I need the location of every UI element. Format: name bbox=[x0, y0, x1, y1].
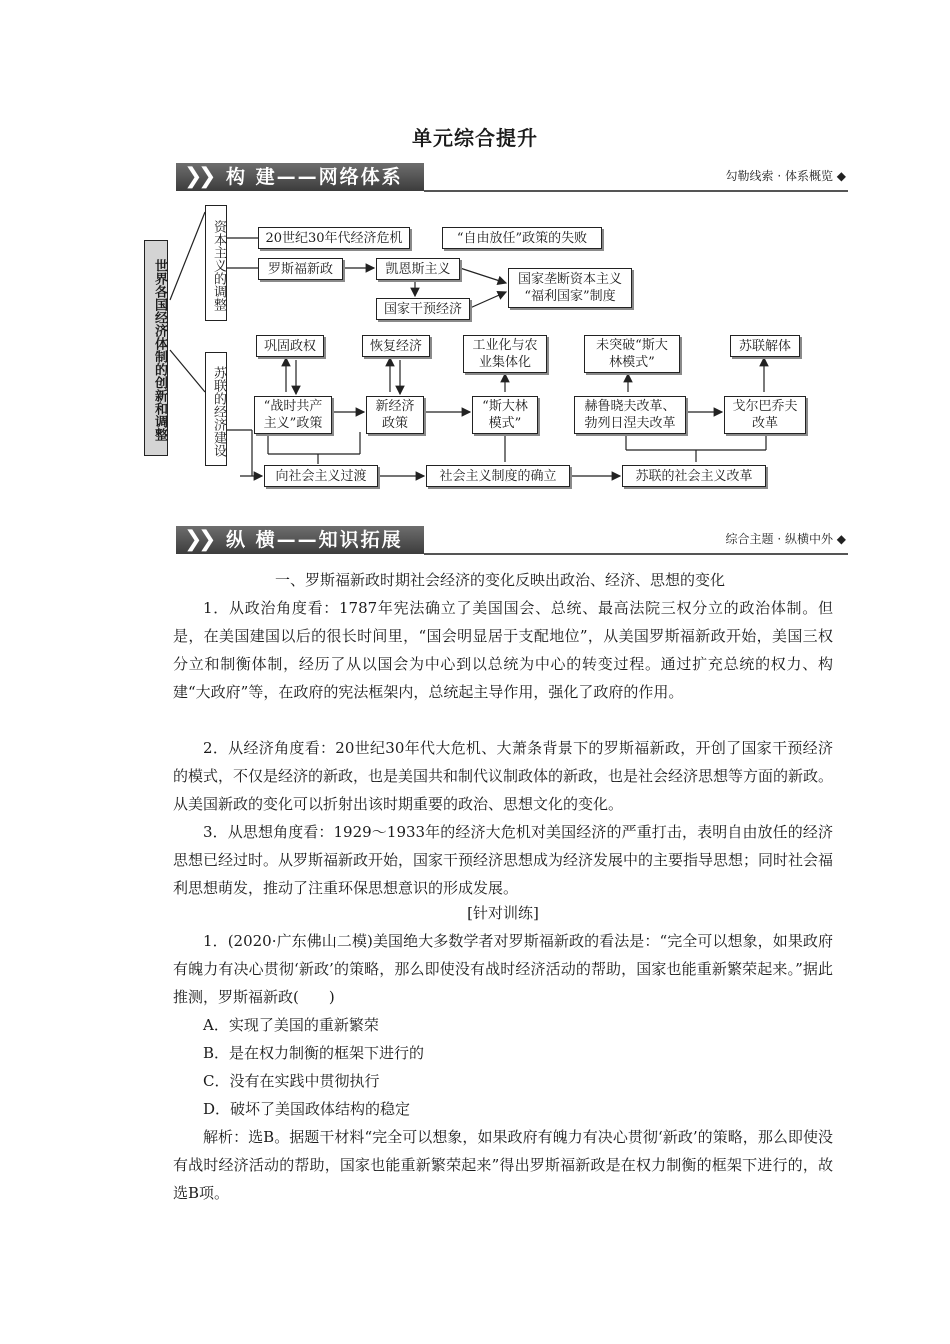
chevron-icon: ❯ bbox=[198, 164, 217, 189]
node-consolidate: 巩固政权 bbox=[256, 335, 324, 357]
branch-capitalism: 资本主义的调整 bbox=[205, 205, 227, 321]
option-d: D．破坏了美国政体结构的稳定 bbox=[203, 1100, 411, 1118]
node-industrialize: 工业化与农 业集体化 bbox=[463, 335, 547, 373]
node-nep: 新经济 政策 bbox=[366, 396, 424, 434]
paragraph-politics: 1．从政治角度看：1787年宪法确立了美国国会、总统、最高法院三权分立的政治体制。但是，在美国建国以后的很长时间里，“国会明显居于支配地位”，从美国罗斯福新政开始，美国三权分立和制衡体制，经历了从以国会为中心到以总统为中心的转变过程。通过扩充总统的权力、构建“大政府”等，在政府的宪法框架内，总统起主导作用，强化了政府的作用。 bbox=[173, 599, 833, 701]
chevron-icon: ❯ bbox=[184, 527, 203, 552]
root-node: 世界各国经济体制的创新和调整 bbox=[144, 240, 168, 456]
node-reform: 苏联的社会主义改革 bbox=[622, 465, 766, 487]
chevron-icon: ❯ bbox=[198, 527, 217, 552]
option-b: B．是在权力制衡的框架下进行的 bbox=[203, 1044, 425, 1062]
node-dissolution: 苏联解体 bbox=[730, 335, 800, 357]
option-c: C．没有在实践中贯彻执行 bbox=[203, 1072, 380, 1090]
practice-heading: [针对训练] bbox=[467, 904, 539, 922]
node-laissez-faire: “自由放任”政策的失败 bbox=[442, 227, 602, 249]
node-crisis: 20世纪30年代经济危机 bbox=[258, 227, 410, 249]
node-keynes: 凯恩斯主义 bbox=[376, 258, 460, 280]
node-stalin-model: “斯大林 模式” bbox=[472, 396, 538, 434]
paragraph-economy: 2．从经济角度看：20世纪30年代大危机、大萧条背景下的罗斯福新政，开创了国家干预经济的模式，不仅是经济的新政，也是美国共和制代议制政体的新政，也是社会经济思想等方面的新政。从美国新政的变化可以折射出该时期重要的政治、思想文化的变化。 bbox=[173, 739, 834, 813]
chevron-icon: ❯ bbox=[184, 164, 203, 189]
answer-explanation: 解析：选B。据题干材料“完全可以想象，如果政府有魄力有决心贯彻‘新政’的策略，那么即使没有战时经济活动的帮助，国家也能重新繁荣起来”得出罗斯福新政是在权力制衡的框架下进行的，故选B项。 bbox=[173, 1128, 833, 1202]
banner-label: 构 建——网络体系 bbox=[226, 166, 403, 188]
node-transition: 向社会主义过渡 bbox=[264, 465, 378, 487]
paragraph-thought: 3．从思想角度看：1929～1933年的经济大危机对美国经济的严重打击，表明自由放任的经济思想已经过时。从罗斯福新政开始，国家干预经济思想成为经济发展中的主要指导思想；同时社会福利思想萌发，推动了注重环保思想意识的形成发展。 bbox=[173, 823, 834, 897]
banner-label: 纵 横——知识拓展 bbox=[226, 529, 403, 551]
node-khrushchev: 赫鲁晓夫改革、 勃列日涅夫改革 bbox=[574, 396, 686, 434]
banner-subtitle: 勾勒线索 · 体系概览 ◆ bbox=[725, 169, 846, 183]
section-heading: 一、罗斯福新政时期社会经济的变化反映出政治、经济、思想的变化 bbox=[274, 571, 725, 589]
question-1: 1．(2020·广东佛山二模)美国绝大多数学者对罗斯福新政的看法是：“完全可以想象，如果政府有魄力有决心贯彻‘新政’的策略，那么即使没有战时经济活动的帮助，国家也能重新繁荣起来。”据此推测，罗斯福新政( ) bbox=[173, 932, 833, 1006]
node-recover: 恢复经济 bbox=[362, 335, 430, 357]
page-title: 单元综合提升 bbox=[412, 126, 538, 150]
node-establish: 社会主义制度的确立 bbox=[426, 465, 570, 487]
option-a: A．实现了美国的重新繁荣 bbox=[203, 1016, 379, 1034]
section-banner-knowledge bbox=[176, 526, 848, 558]
node-gorbachev: 戈尔巴乔夫 改革 bbox=[724, 396, 806, 434]
node-not-break: 未突破“斯大 林模式” bbox=[584, 335, 680, 373]
banner-bar bbox=[176, 526, 424, 554]
banner-rule bbox=[424, 553, 848, 555]
node-war-communism: “战时共产 主义”政策 bbox=[254, 396, 332, 434]
node-intervention: 国家干预经济 bbox=[376, 298, 470, 320]
banner-subtitle: 综合主题 · 纵横中外 ◆ bbox=[725, 532, 846, 546]
branch-soviet: 苏联的经济建设 bbox=[205, 352, 227, 466]
node-welfare: 国家垄断资本主义 “福利国家”制度 bbox=[508, 268, 632, 308]
node-new-deal: 罗斯福新政 bbox=[258, 258, 343, 280]
